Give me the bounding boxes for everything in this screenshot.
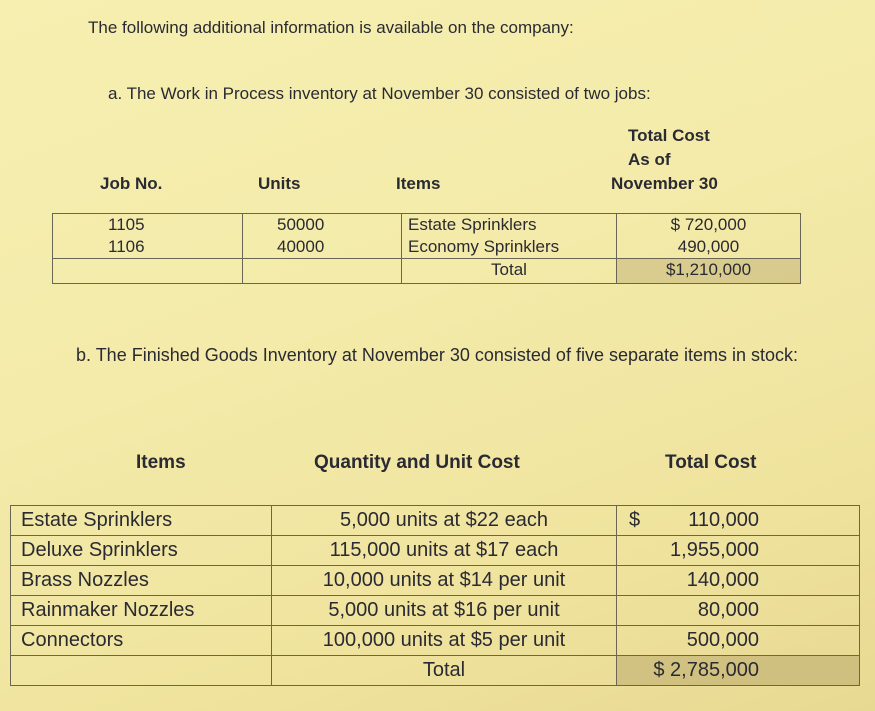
cost-cell: 490,000 — [677, 237, 740, 256]
currency-sign: $ — [629, 509, 641, 531]
item-cell: Deluxe Sprinklers — [11, 536, 272, 566]
header-quantity: Quantity and Unit Cost — [314, 452, 520, 473]
qty-cell: 10,000 units at $14 per unit — [272, 566, 617, 596]
intro-text: The following additional information is available on the company: — [88, 18, 574, 37]
qty-cell: 100,000 units at $5 per unit — [272, 626, 617, 656]
header-total-cost: Total Cost — [665, 452, 757, 473]
units-cell: 50000 — [277, 215, 325, 234]
total-label: Total — [402, 259, 617, 284]
work-in-process-table — [52, 213, 801, 284]
qty-cell: 5,000 units at $22 each — [272, 506, 617, 536]
item-cell: Connectors — [11, 626, 272, 656]
header-job-no: Job No. — [100, 174, 163, 193]
header-items: Items — [396, 174, 441, 193]
part-b-heading: b. The Finished Goods Inventory at November 30 consisted of five separate items in stock: — [76, 345, 799, 365]
part-a-heading: a. The Work in Process inventory at November 30 consisted of two jobs: — [108, 84, 651, 103]
cost-cell: 1,955,000 — [617, 536, 860, 566]
cost-cell: 80,000 — [617, 596, 860, 626]
cost-cell: 140,000 — [617, 566, 860, 596]
table-row — [11, 536, 860, 566]
total-label: Total — [272, 656, 617, 686]
table-row-total — [53, 259, 801, 284]
units-cell: 40000 — [277, 237, 325, 256]
cost-cell: 110,000 — [688, 509, 759, 531]
table-row — [11, 566, 860, 596]
item-cell: Rainmaker Nozzles — [11, 596, 272, 626]
qty-cell: 115,000 units at $17 each — [272, 536, 617, 566]
finished-goods-table — [10, 505, 860, 686]
cost-cell: 500,000 — [617, 626, 860, 656]
item-cell: Brass Nozzles — [11, 566, 272, 596]
job-no-cell: 1105 — [108, 215, 145, 234]
item-cell: Economy Sprinklers — [408, 237, 560, 256]
item-cell: Estate Sprinklers — [11, 506, 272, 536]
item-cell: Estate Sprinklers — [408, 215, 537, 234]
total-value: $ 2,785,000 — [617, 656, 860, 686]
job-no-cell: 1106 — [108, 237, 145, 256]
table-row — [11, 626, 860, 656]
cost-cell: $ 720,000 — [670, 215, 747, 234]
header-total-cost-2: As of — [628, 150, 671, 169]
table-row-total — [11, 656, 860, 686]
table-row — [53, 214, 801, 259]
header-total-cost-1: Total Cost — [628, 126, 710, 145]
header-units: Units — [258, 174, 301, 193]
total-value: $1,210,000 — [617, 259, 801, 284]
header-items-b: Items — [136, 452, 186, 473]
table-row — [11, 506, 860, 536]
header-total-cost-3: November 30 — [611, 174, 718, 193]
table-row — [11, 596, 860, 626]
qty-cell: 5,000 units at $16 per unit — [272, 596, 617, 626]
